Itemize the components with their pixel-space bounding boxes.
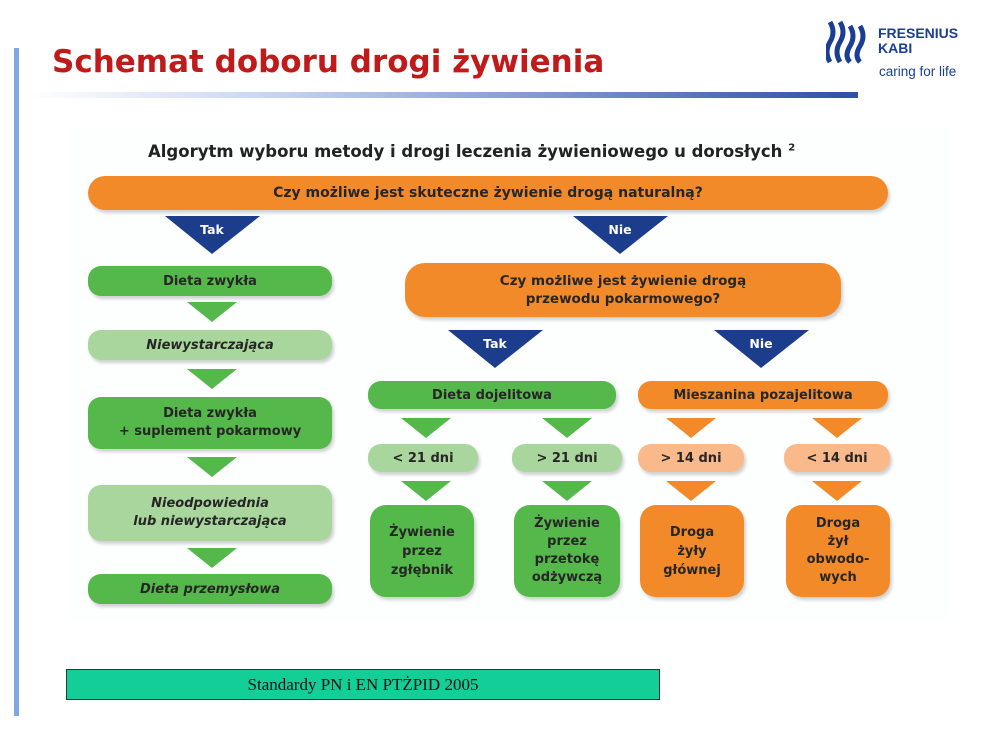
arrow-parenteral-3 <box>666 481 716 501</box>
arrow-enteral-3 <box>401 481 451 501</box>
node-inadequate: Nieodpowiednia lub niewystarczająca <box>88 485 332 541</box>
logo-tagline: caring for life <box>879 64 957 79</box>
flowchart-title-text: Algorytm wyboru metody i drogi leczenia żywieniowego u dorosłych <box>148 142 783 161</box>
node-route-tube: Żywienie przez zgłębnik <box>370 505 474 597</box>
arrow-enteral-4 <box>542 481 592 501</box>
node-insufficient: Niewystarczająca <box>88 330 332 360</box>
node-route-central-vein: Droga żyły głównej <box>640 505 744 597</box>
node-duration-lt21: < 21 dni <box>368 444 478 472</box>
branch-yes-label: Tak <box>200 222 224 237</box>
flowchart-title-footnote: 2 <box>788 142 796 154</box>
source-citation-text: Standardy PN i EN PTŻPID 2005 <box>247 674 479 694</box>
node-duration-lt14: < 14 dni <box>784 444 890 472</box>
arrow-left-2 <box>187 369 237 389</box>
node-diet-plus-supplement: Dieta zwykła + suplement pokarmowy <box>88 397 332 449</box>
arrow-enteral-2 <box>542 418 592 438</box>
arrow-enteral-1 <box>401 418 451 438</box>
arrow-left-4 <box>187 548 237 568</box>
node-parenteral-mixture: Mieszanina pozajelitowa <box>638 381 888 409</box>
branch2-yes-label: Tak <box>483 336 507 351</box>
arrow-parenteral-1 <box>666 418 716 438</box>
node-duration-gt21: > 21 dni <box>512 444 622 472</box>
question-natural-feeding: Czy możliwe jest skuteczne żywienie drogą naturalną? <box>88 176 888 210</box>
node-industrial-diet: Dieta przemysłowa <box>88 574 332 604</box>
logo-name-line2: KABI <box>878 40 913 56</box>
arrow-left-1 <box>187 302 237 322</box>
slide-title: Schemat doboru drogi żywienia <box>52 44 605 80</box>
logo-name-line1: FRESENIUS <box>878 25 959 41</box>
question-gi-tract-feeding: Czy możliwe jest żywienie drogą przewodu pokarmowego? <box>405 263 841 317</box>
arrow-parenteral-2 <box>812 418 862 438</box>
node-regular-diet: Dieta zwykła <box>88 266 332 296</box>
node-route-fistula: Żywienie przez przetokę odżywczą <box>514 505 620 597</box>
branch2-no-label: Nie <box>749 336 773 351</box>
node-duration-gt14: > 14 dni <box>638 444 744 472</box>
arrow-parenteral-4 <box>812 481 862 501</box>
node-route-peripheral-veins: Droga żył obwodo- wych <box>786 505 890 597</box>
node-enteral-diet: Dieta dojelitowa <box>368 381 616 409</box>
source-citation-box <box>66 669 660 700</box>
branch-no-label: Nie <box>608 222 632 237</box>
arrow-left-3 <box>187 457 237 477</box>
